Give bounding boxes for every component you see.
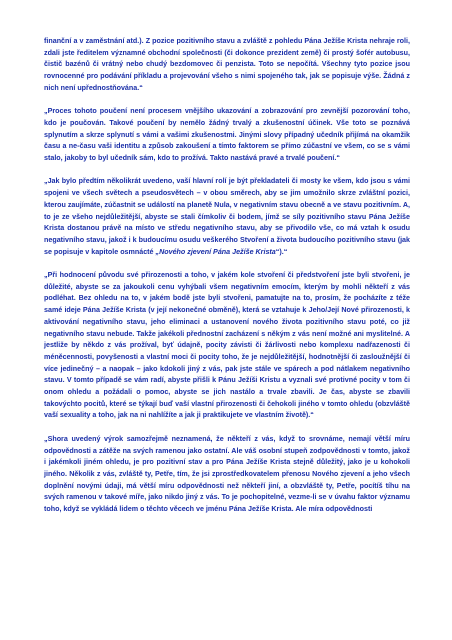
paragraph-3 xyxy=(44,176,410,258)
paragraph-5 xyxy=(44,434,410,516)
paragraph-text: „Proces tohoto poučení není procesem vnějšího ukazování a zobrazování pro zevnější pozorování toho, kdo je poučován. Takové poučení by nemělo žádný trvalý a zkušenostní účinek. Vše toto se poznává splynutím a skrze splynutí s vámi a vašimi zkušenostmi. Jinými slovy případný učedník přijímá na okamžik času a ne-času vaši identitu a způsob zakoušení a tímto faktorem se přímo zúčastní ve všem, co se s vámi stalo, jakoby to byl učedník sám, kdo to prožívá. Takto nastává pravé a trvalé poučení.“ xyxy=(44,107,410,163)
book-title-reference: „Nového zjevení Pána Ježíše Krista xyxy=(155,247,276,256)
paragraph-text-closing: “).“ xyxy=(275,247,288,256)
paragraph-4 xyxy=(44,270,410,422)
paragraph-text: finanční a v zaměstnání atd.). Z pozice pozitivního stavu a zvláště z pohledu Pána Ježíše Krista nehraje roli, zdali jste ředitelem významné obchodní společnosti (či dokonce prezident země) či prostý šofér autobusu, čistič bazénů či vrátný nebo chudý bezdomovec či penzista. Toto se nepočítá. Všechny tyto pozice jsou rovnocenné pro podávání příkladu a projevování všeho s nimi spojeného tak, jak se popisuje výše. Žádná z nich není upřednostňována.“ xyxy=(44,37,410,92)
paragraph-text: „Při hodnocení původu své přirozenosti a toho, v jakém kole stvoření či předstvoření jste byli stvořeni, je důležité, abyste se za jakoukoli cenu vyhýbali všem negativním emocím, kterým by mohli někteří z vás podléhat. Bez ohledu na to, v jakém bodě jste byli stvořeni, pamatujte na to, prosím, že pocházíte z téže samé ideje Pána Ježíše Krista (v její nekonečné obměně), která se vztahuje k Jeho/Její Nové přirozenosti, k aktivování negativního stavu, jeho eliminaci a ustanovení nového života pozitivního stavu poté, co již negativního stavu nebude. Takže jakékoli přednostní zacházení s někým z vás není možné ani myslitelné. A jestliže by někdo z vás prožíval, byť údajně, pocity závisti či žárlivosti nebo komplexu nadřazenosti či méněcennosti, povyšenosti a vlastní moci či pocity toho, že je nejdůležitější, hodnotnější či zasloužnější či více jedinečný – a naopak – jako kdokoli jiný z vás, pak jste stále ve spárech a pod nátlakem negativního stavu. V tomto případě se vám radí, abyste přišli k Pánu Ježíši Kristu a vyznali své protivné pocity v tom či onom ohledu a požádali o pomoc, abyste se jich nastálo a trvale zbavili. Je čas, abyste se zbavili takovýchto pocitů, které se týkají buď vaší vlastní přirozenosti či čehokoli jiného v tomto ohledu (obzvláště vaší sexuality a toho, jak na ni nahlížíte a jak ji praktikujete ve vlastním životě).“ xyxy=(44,271,410,420)
paragraph-1 xyxy=(44,36,410,95)
paragraph-2 xyxy=(44,106,410,165)
paragraph-text: „Shora uvedený výrok samozřejmě neznamená, že někteří z vás, když to srovnáme, nemají větší míru odpovědnosti a zátěže na svých ramenou jako ostatní. Ale váš osobní stupeň zodpovědnosti v tomto, jakož i jakémkoli jiném ohledu, je pro pozitivní stav a pro Pána Ježíše Krista stejně důležitý, jako je u kohokoli jiného. Několik z vás, zvláště ty, Petře, tím, že jsi zprostředkovatelem přenosu Nového zjevení a jeho všech doplnění novými údaji, má větší míru odpovědnosti než někteří jiní, a obzvláště ty, Petře, pocítíš tíhu na svých ramenou v takové míře, jako nikdo jiný z vás. To je pochopitelné, vezme-li se v úvahu faktor významu toho, když se vykládá lidem o těchto věcech ve jménu Pána Ježíše Krista. Ale míra odpovědnosti xyxy=(44,434,410,514)
paragraph-text: „Jak bylo předtím několikrát uvedeno, vaší hlavní rolí je být překladateli či mosty ke všem, kdo jsou s vámi spojeni ve všech světech a pseudosvětech – v obou směrech, aby se jim umožnilo skrze zvláštní pozici, kterou zaujímáte, zúčastnit se událostí na planetě Nula, v negativním stavu obecně a ve stavu pozitivním. A, to je ze všeho nejdůležitější, abyste se stali čímkoliv či bodem, jímž se síly pozitivního stavu Pána Ježíše Krista dostanou právě na místo ve středu negativního stavu, aby se přivodilo vše, co má vztah k osudu negativního stavu, jakož i k budoucímu osudu veškerého Stvoření a života budoucího pozitivního stavu (jak se popisuje v kapitole osmnácté xyxy=(44,177,410,256)
